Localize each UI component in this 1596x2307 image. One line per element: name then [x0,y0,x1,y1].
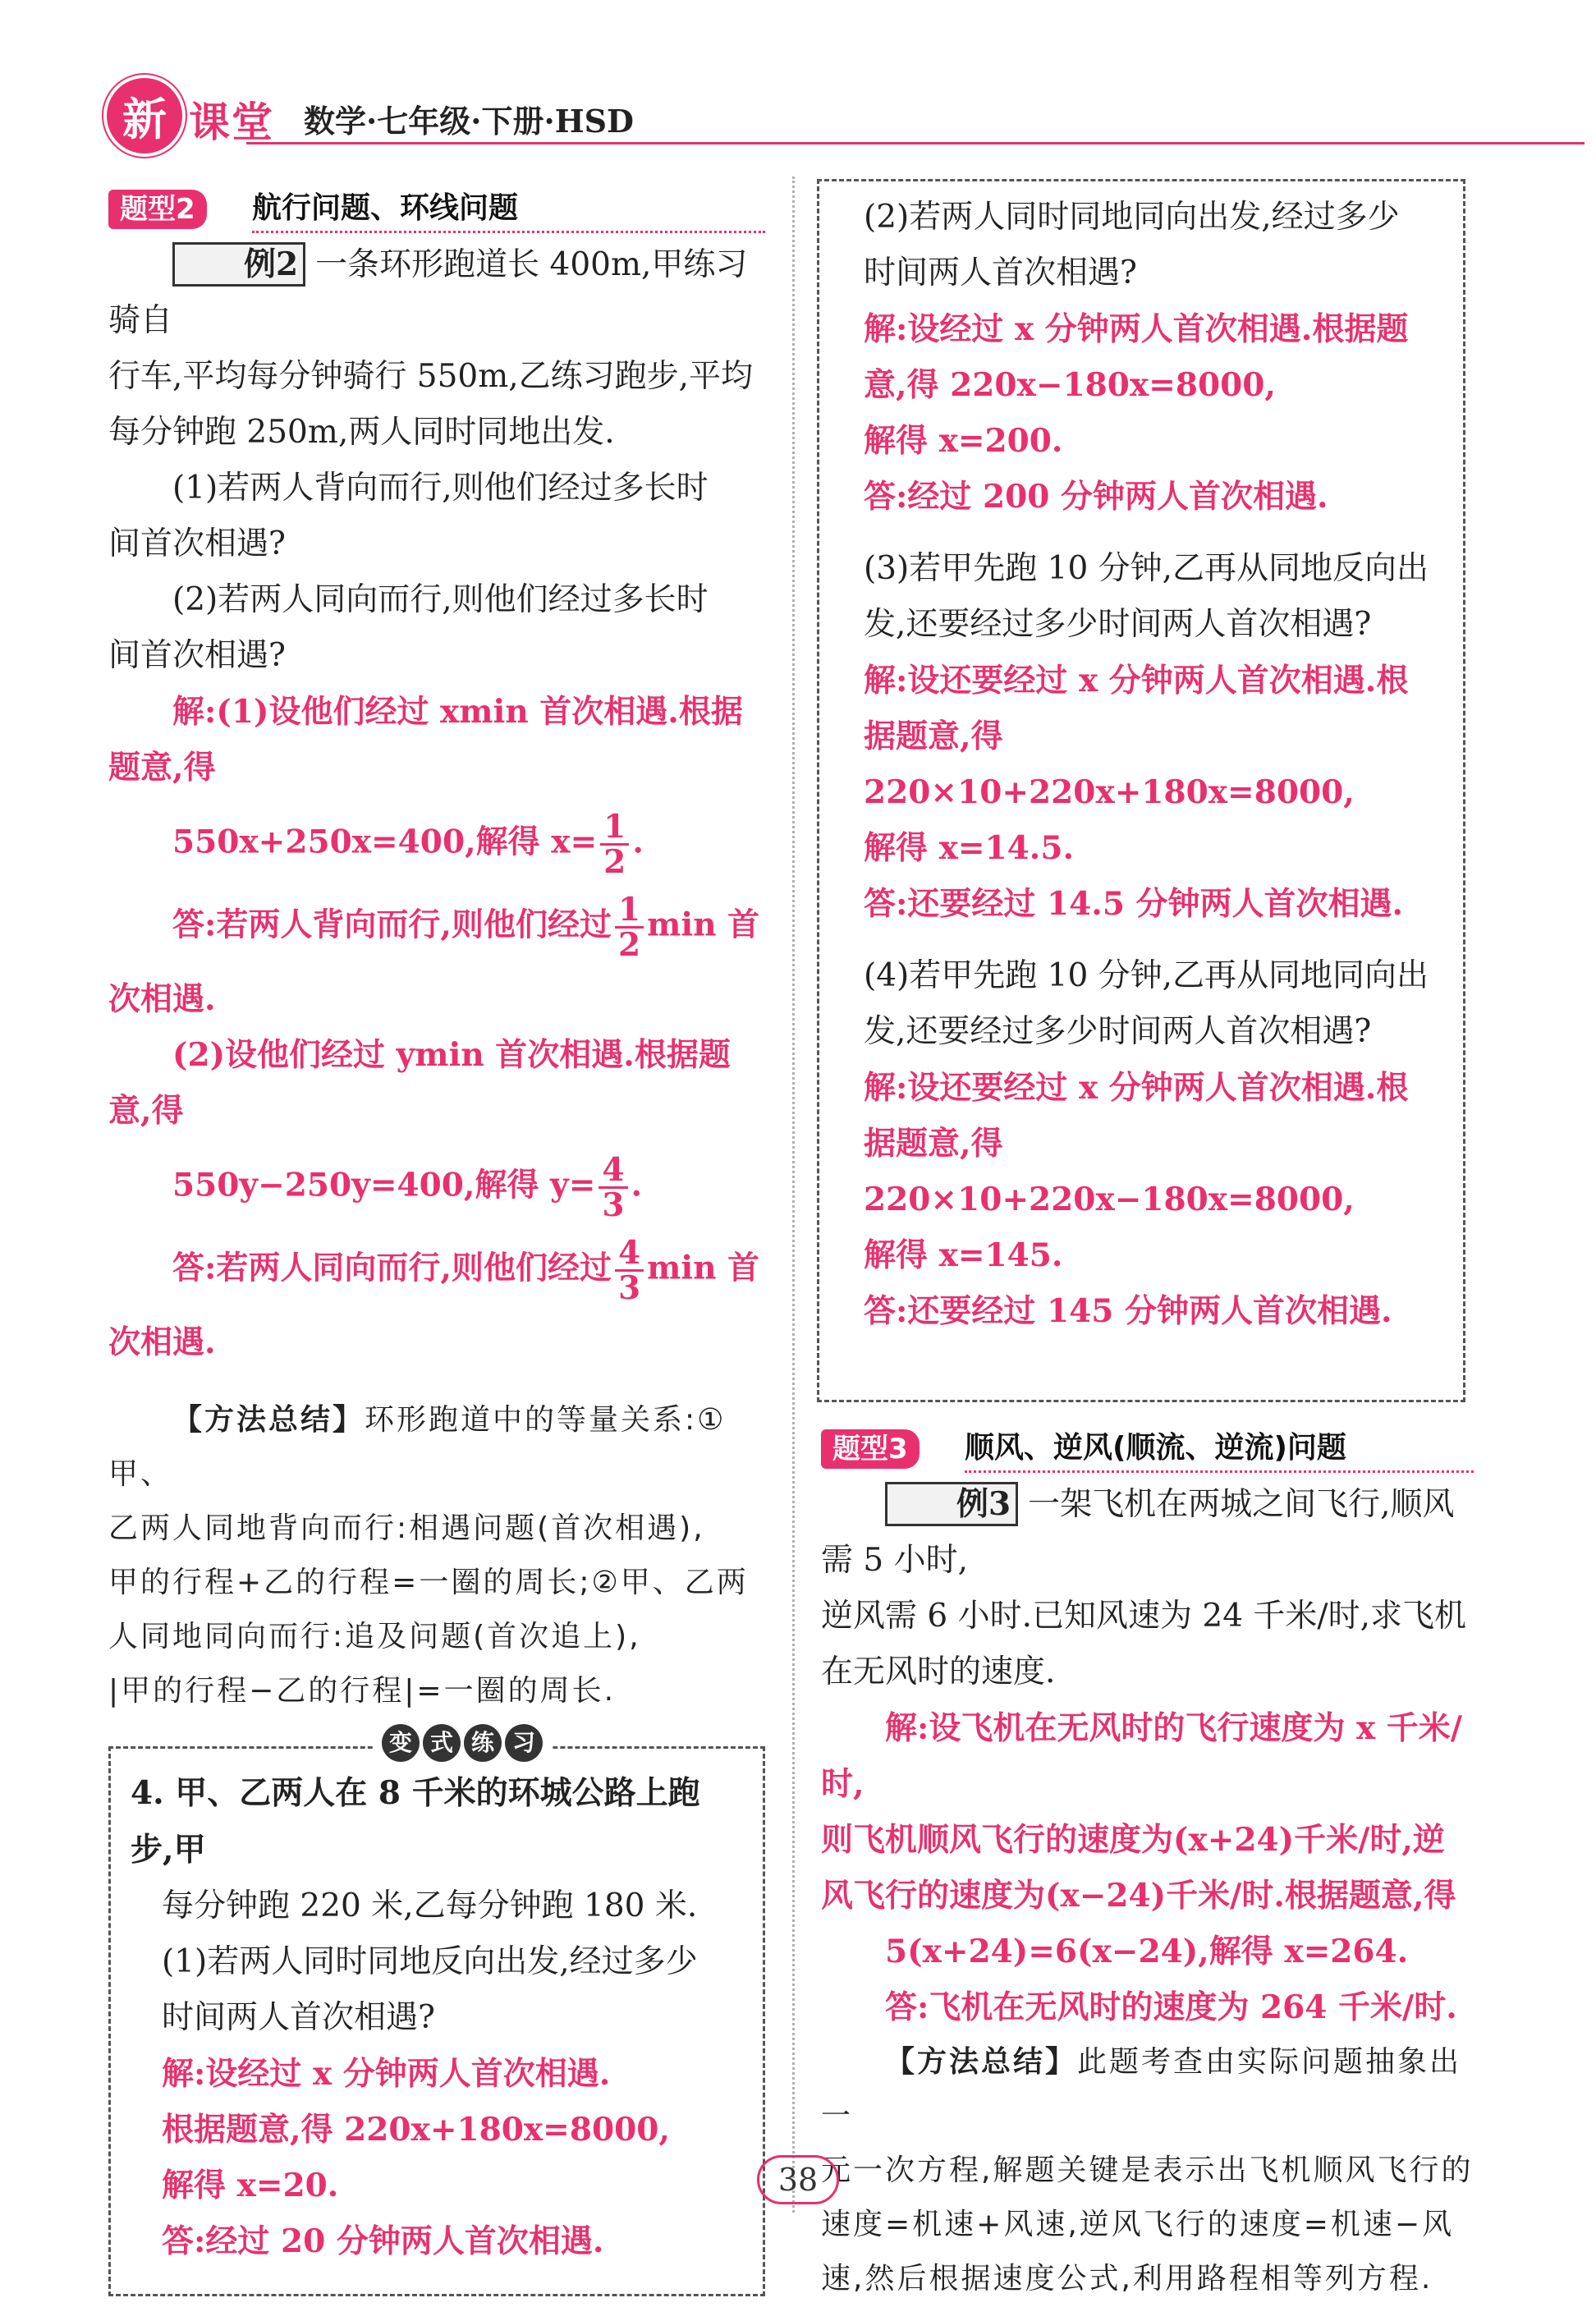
solution-line: 解:设还要经过 x 分钟两人首次相遇.根 [864,662,1409,699]
solution-line: 意,得 220x−180x=8000, [864,366,1276,404]
question-line: 间首次相遇? [108,637,286,674]
solution-line: 解:设经过 x 分钟两人首次相遇.根据题 [864,310,1409,348]
solution-line: 解:(1)设他们经过 xmin 首次相遇.根据 [172,693,743,731]
practice-box-continued [817,179,1465,1402]
practice-box [108,1729,765,2296]
solution-line: 5(x+24)=6(x−24),解得 x=264. [885,1933,1409,1970]
section-heading-type2 [108,185,765,231]
example-line: 每分钟跑 250m,两人同时同地出发. [108,414,615,451]
practice-line: 每分钟跑 220 米,乙每分钟跑 180 米. [162,1887,698,1924]
page-header [107,78,1470,144]
header-rule [246,142,1585,144]
method-summary: 【方法总结】此题考查由实际问题抽象出一 元一次方程,解题关键是表示出飞机顺风飞行的 速度=机速+风速,逆风飞行的速度=机速−风 速,然后根据速度公式,利用路程相等列方程. [821,2045,1474,2296]
book-title: 数学·七年级·下册·HSD [304,103,634,140]
solution-line: 据题意,得 [864,1125,1003,1163]
solution-line: 220×10+220x−180x=8000, [864,1181,1355,1218]
type-title: 顺风、逆风(顺流、逆流)问题 [965,1431,1346,1465]
solution-answer: 答:若两人同向而行,则他们经过 $\frac{4}{3}$ min 首 [172,1234,760,1307]
question-line: (4)若甲先跑 10 分钟,乙再从同地同向出 [864,957,1429,994]
example-label: 例3 [885,1482,1018,1526]
logo-badge: 新 [107,78,182,154]
solution-line: 解:设飞机在无风时的飞行速度为 x 千米/时, [821,1709,1463,1803]
question-line: (2)若两人同时同地同向出发,经过多少 [864,199,1400,236]
solution-line: 答:飞机在无风时的速度为 264 千米/时. [885,1988,1457,2026]
practice-badge: 变 式 练 习 [374,1724,551,1762]
question-line: (2)若两人同向而行,则他们经过多长时 [172,581,709,618]
heading-rule [252,231,765,233]
column-divider [792,177,795,2213]
method-label: 【方法总结】 [885,2045,1078,2079]
page-number: 38 [757,2155,839,2204]
example-line: 例2 一条环形跑道长 400m,甲练习骑自 [108,237,765,349]
heading-rule [965,1470,1474,1473]
question-line: 间首次相遇? [108,525,286,562]
solution-line: 解:设经过 x 分钟两人首次相遇. [162,2055,611,2093]
right-column-lower [821,1424,1474,2306]
solution-line: (2)设他们经过 ymin 首次相遇.根据题 [172,1036,731,1074]
solution-line: 次相遇. [108,1323,216,1361]
solution-line: 题意,得 [108,749,216,787]
question-line: 发,还要经过多少时间两人首次相遇? [864,1013,1372,1050]
solution-line: 解得 x=20. [162,2167,339,2204]
example-label: 例2 [172,242,305,287]
question-line: 发,还要经过多少时间两人首次相遇? [864,606,1372,643]
example-line: 在无风时的速度. [821,1653,1056,1690]
question-line: 时间两人首次相遇? [864,255,1137,291]
fraction: $\frac{4}{3}$ [615,1236,644,1305]
question-line: 时间两人首次相遇? [162,1999,435,2036]
solution-line: 根据题意,得 220x+180x=8000, [162,2111,670,2149]
solution-equation: 550x+250x=400,解得 x= $\frac{1}{2}$ . [172,808,644,881]
method-label: 【方法总结】 [172,1403,365,1437]
solution-line: 意,得 [108,1092,184,1130]
practice-line: 4. 甲、乙两人在 8 千米的环城公路上跑步,甲 [131,1774,700,1869]
solution-line: 答:还要经过 14.5 分钟两人首次相遇. [864,885,1404,923]
logo-text: 课堂 [189,98,274,146]
type-title: 航行问题、环线问题 [252,191,519,225]
example-line: 行车,平均每分钟骑行 550m,乙练习跑步,平均 [108,358,754,395]
solution-line: 解得 x=14.5. [864,829,1075,867]
solution-answer: 答:若两人背向而行,则他们经过 $\frac{1}{2}$ min 首 [172,891,760,964]
left-column [108,185,765,2296]
solution-line: 据题意,得 [864,718,1003,755]
question-line: (1)若两人同时同地反向出发,经过多少 [162,1943,698,1980]
question-line: (1)若两人背向而行,则他们经过多长时 [172,470,709,507]
solution-line: 风飞行的速度为(x−24)千米/时.根据题意,得 [821,1877,1456,1915]
solution-line: 答:还要经过 145 分钟两人首次相遇. [864,1292,1392,1330]
method-summary: 【方法总结】环形跑道中的等量关系:①甲、 乙两人同地背向而行:相遇问题(首次相遇), 甲的行程+乙的行程=一圈的周长;②甲、乙两 人同地同向而行:追及问题(首次追上), |甲的行程−乙的行程|=一圈的周长. [108,1403,749,1708]
fraction: $\frac{4}{3}$ [598,1154,627,1222]
fraction: $\frac{1}{2}$ [615,893,644,961]
solution-equation: 550y−250y=400,解得 y= $\frac{4}{3}$ . [172,1151,643,1224]
type-tag: 题型2 [108,190,207,229]
solution-line: 解:设还要经过 x 分钟两人首次相遇.根 [864,1069,1409,1107]
solution-line: 220×10+220x+180x=8000, [864,773,1355,811]
fraction: $\frac{1}{2}$ [600,810,629,878]
solution-line: 答:经过 20 分钟两人首次相遇. [162,2222,604,2260]
solution-line: 解得 x=200. [864,422,1063,460]
solution-line: 次相遇. [108,980,216,1018]
question-line: (3)若甲先跑 10 分钟,乙再从同地反向出 [864,550,1429,587]
solution-line: 答:经过 200 分钟两人首次相遇. [864,478,1328,516]
section-heading-type3 [821,1424,1474,1470]
solution-line: 则飞机顺风飞行的速度为(x+24)千米/时,逆 [821,1821,1445,1859]
type-tag: 题型3 [821,1429,920,1469]
example-line: 逆风需 6 小时.已知风速为 24 千米/时,求飞机 [821,1598,1466,1635]
example-line: 例3 一架飞机在两城之间飞行,顺风需 5 小时, [821,1477,1474,1589]
solution-line: 解得 x=145. [864,1236,1063,1274]
